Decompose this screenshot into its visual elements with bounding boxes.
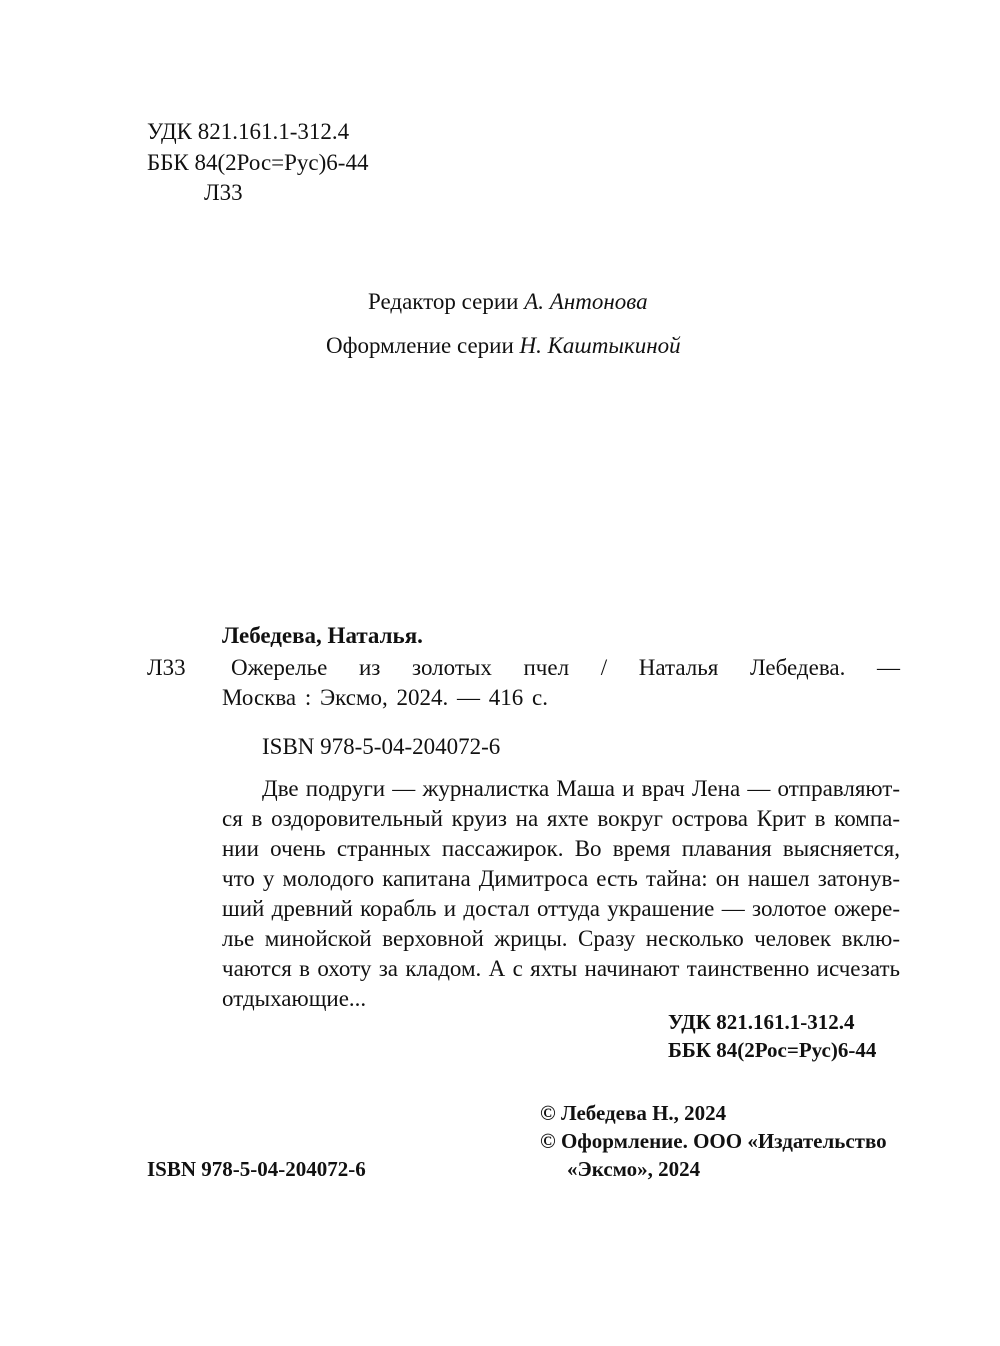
title-line-1: Ожерелье из золотых пчел / Наталья Лебедева. — [231,655,900,680]
annotation-line: отдыхающие... [222,986,367,1011]
annotation-line: нии очень странных пассажирок. Во время плавания выясняется, [222,836,900,861]
series-design-label: Оформление серии [326,333,514,358]
annotation-line: лье минойской верховной жрицы. Сразу несколько человек вклю- [222,926,900,951]
udk-top: УДК 821.161.1-312.4 [147,119,350,144]
udk-bottom: УДК 821.161.1-312.4 [668,1010,855,1034]
copyright-author: © Лебедева Н., 2024 [540,1101,727,1125]
author-heading: Лебедева, Наталья. [222,623,423,648]
bbk-bottom: ББК 84(2Рос=Рус)6-44 [668,1038,877,1062]
series-editor-label: Редактор серии [368,289,519,314]
title-line-2: Москва : Эксмо, 2024. — 416 с. [222,685,548,710]
copyright-design-cont: «Эксмо», 2024 [567,1157,701,1181]
series-design-name: Н. Каштыкиной [519,333,681,358]
annotation-line: ший древний корабль и достал оттуда украшение — золотое ожере- [222,896,900,921]
isbn-catalog: ISBN 978-5-04-204072-6 [262,734,501,759]
author-mark-top: Л33 [204,180,243,205]
series-editor [368,290,648,313]
series-editor-name: А. Антонова [524,289,648,314]
isbn-bottom: ISBN 978-5-04-204072-6 [147,1157,366,1181]
series-design [326,334,681,357]
author-mark: Л33 [147,655,186,680]
copyright-design: © Оформление. ООО «Издательство [540,1129,887,1153]
annotation-line: Две подруги — журналистка Маша и врач Лена — отправляют- [262,776,900,801]
bbk-top: ББК 84(2Рос=Рус)6-44 [147,150,369,175]
annotation-line: чаются в охоту за кладом. А с яхты начинают таинственно исчезать [222,956,900,981]
annotation-line: ся в оздоровительный круиз на яхте вокруг острова Крит в компа- [222,806,900,831]
annotation-line: что у молодого капитана Димитроса есть тайна: он нашел затонув- [222,866,900,891]
